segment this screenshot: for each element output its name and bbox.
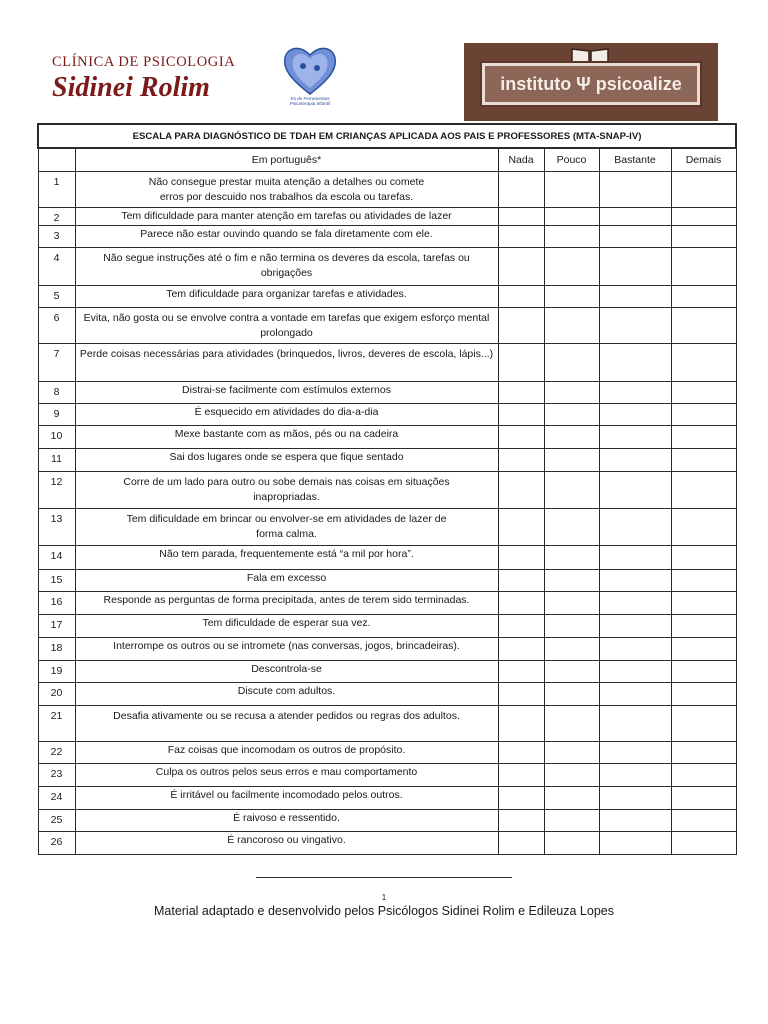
answer-box-pouco[interactable]	[544, 426, 599, 449]
footer-credit: Material adaptado e desenvolvido pelos Psicólogos Sidinei Rolim e Edileuza Lopes	[153, 904, 614, 918]
item-number: 12	[38, 472, 75, 509]
table-title-row	[38, 124, 736, 148]
table-row	[38, 286, 736, 308]
answer-box-bastante[interactable]	[599, 344, 671, 382]
item-text: Não consegue prestar muita atenção a detalhes ou comete erros por descuido nos trabalhos da escola ou tarefas.	[75, 172, 498, 208]
table-row	[38, 546, 736, 570]
institute-logo-text: instituto Ψ psicoalize	[500, 74, 682, 94]
item-number: 26	[38, 832, 75, 855]
item-number: 22	[38, 742, 75, 764]
answer-box-nada[interactable]	[498, 472, 544, 509]
item-number: 17	[38, 615, 75, 638]
table-row	[38, 344, 736, 382]
answer-box-pouco[interactable]	[544, 661, 599, 683]
item-number: 16	[38, 592, 75, 615]
answer-box-demais[interactable]	[671, 382, 736, 404]
answer-box-demais[interactable]	[671, 810, 736, 832]
item-text: Parece não estar ouvindo quando se fala diretamente com ele.	[75, 226, 498, 248]
column-header-bastante: Bastante	[599, 148, 671, 172]
answer-box-pouco[interactable]	[544, 208, 599, 226]
item-number: 19	[38, 661, 75, 683]
item-text: Culpa os outros pelos seus erros e mau comportamento	[75, 764, 498, 787]
item-number: 23	[38, 764, 75, 787]
answer-box-demais[interactable]	[671, 546, 736, 570]
table-row	[38, 404, 736, 426]
answer-box-bastante[interactable]	[599, 810, 671, 832]
column-header-demais: Demais	[671, 148, 736, 172]
answer-box-demais[interactable]	[671, 661, 736, 683]
answer-box-demais[interactable]	[671, 308, 736, 344]
item-text: Mexe bastante com as mãos, pés ou na cadeira	[75, 426, 498, 449]
answer-box-bastante[interactable]	[599, 661, 671, 683]
kit-caption-2: Psicoterapia Infantil	[289, 101, 331, 107]
item-number: 8	[38, 382, 75, 404]
answer-box-nada[interactable]	[498, 248, 544, 286]
table-row	[38, 764, 736, 787]
item-number: 11	[38, 449, 75, 472]
item-number: 9	[38, 404, 75, 426]
answer-box-bastante[interactable]	[599, 764, 671, 787]
table-header-row	[38, 148, 736, 172]
answer-box-nada[interactable]	[498, 742, 544, 764]
answer-box-bastante[interactable]	[599, 404, 671, 426]
table-row	[38, 706, 736, 742]
answer-box-nada[interactable]	[498, 570, 544, 592]
item-number: 3	[38, 226, 75, 248]
answer-box-nada[interactable]	[498, 638, 544, 661]
item-text: Discute com adultos.	[75, 683, 498, 706]
item-number: 2	[38, 208, 75, 226]
answer-box-nada[interactable]	[498, 426, 544, 449]
answer-box-bastante[interactable]	[599, 226, 671, 248]
answer-box-pouco[interactable]	[544, 546, 599, 570]
table-row	[38, 683, 736, 706]
table-row	[38, 832, 736, 855]
answer-box-nada[interactable]	[498, 546, 544, 570]
answer-box-nada[interactable]	[498, 810, 544, 832]
item-number: 24	[38, 787, 75, 810]
answer-box-bastante[interactable]	[599, 472, 671, 509]
item-number: 21	[38, 706, 75, 742]
item-number: 20	[38, 683, 75, 706]
table-row	[38, 382, 736, 404]
answer-box-nada[interactable]	[498, 208, 544, 226]
column-header-number	[38, 148, 75, 172]
kit-logo	[276, 44, 344, 114]
answer-box-nada[interactable]	[498, 592, 544, 615]
answer-box-demais[interactable]	[671, 706, 736, 742]
answer-box-pouco[interactable]	[544, 832, 599, 855]
answer-box-demais[interactable]	[671, 172, 736, 208]
answer-box-pouco[interactable]	[544, 226, 599, 248]
answer-box-bastante[interactable]	[599, 787, 671, 810]
table-row	[38, 615, 736, 638]
answer-box-nada[interactable]	[498, 344, 544, 382]
answer-box-bastante[interactable]	[599, 248, 671, 286]
answer-box-demais[interactable]	[671, 286, 736, 308]
answer-box-pouco[interactable]	[544, 615, 599, 638]
answer-box-demais[interactable]	[671, 404, 736, 426]
answer-box-pouco[interactable]	[544, 706, 599, 742]
answer-box-bastante[interactable]	[599, 286, 671, 308]
answer-box-nada[interactable]	[498, 706, 544, 742]
item-number: 7	[38, 344, 75, 382]
answer-box-nada[interactable]	[498, 764, 544, 787]
table-row	[38, 509, 736, 546]
answer-box-demais[interactable]	[671, 248, 736, 286]
answer-box-demais[interactable]	[671, 208, 736, 226]
answer-box-nada[interactable]	[498, 226, 544, 248]
answer-box-bastante[interactable]	[599, 706, 671, 742]
answer-box-demais[interactable]	[671, 426, 736, 449]
item-text: Corre de um lado para outro ou sobe demais nas coisas em situações inapropriadas.	[75, 472, 498, 509]
item-number: 6	[38, 308, 75, 344]
item-text: É irritável ou facilmente incomodado pelos outros.	[75, 787, 498, 810]
item-text: É esquecido em atividades do dia-a-dia	[75, 404, 498, 426]
institute-logo	[464, 43, 718, 121]
answer-box-nada[interactable]	[498, 683, 544, 706]
item-text: Evita, não gosta ou se envolve contra a vontade em tarefas que exigem esforço mental prolongado	[75, 308, 498, 344]
snap-iv-scale-table	[37, 123, 737, 855]
answer-box-demais[interactable]	[671, 449, 736, 472]
answer-box-demais[interactable]	[671, 683, 736, 706]
item-text: Tem dificuldade para manter atenção em tarefas ou atividades de lazer	[75, 208, 498, 226]
answer-box-demais[interactable]	[671, 592, 736, 615]
clinic-line-1: CLÍNICA DE PSICOLOGIA	[52, 54, 236, 70]
answer-box-demais[interactable]	[671, 472, 736, 509]
item-number: 14	[38, 546, 75, 570]
answer-box-bastante[interactable]	[599, 615, 671, 638]
answer-box-pouco[interactable]	[544, 286, 599, 308]
item-text: Faz coisas que incomodam os outros de propósito.	[75, 742, 498, 764]
column-header-nada: Nada	[498, 148, 544, 172]
answer-box-bastante[interactable]	[599, 570, 671, 592]
answer-box-nada[interactable]	[498, 787, 544, 810]
item-number: 13	[38, 509, 75, 546]
answer-box-pouco[interactable]	[544, 344, 599, 382]
table-row	[38, 570, 736, 592]
answer-box-pouco[interactable]	[544, 382, 599, 404]
answer-box-pouco[interactable]	[544, 764, 599, 787]
answer-box-demais[interactable]	[671, 764, 736, 787]
item-text: Desafia ativamente ou se recusa a atender pedidos ou regras dos adultos.	[75, 706, 498, 742]
answer-box-demais[interactable]	[671, 638, 736, 661]
table-row	[38, 248, 736, 286]
answer-box-nada[interactable]	[498, 286, 544, 308]
answer-box-pouco[interactable]	[544, 810, 599, 832]
answer-box-bastante[interactable]	[599, 638, 671, 661]
answer-box-pouco[interactable]	[544, 404, 599, 426]
item-number: 15	[38, 570, 75, 592]
item-text: É rancoroso ou vingativo.	[75, 832, 498, 855]
item-number: 1	[38, 172, 75, 208]
table-row	[38, 472, 736, 509]
table-row	[38, 449, 736, 472]
answer-box-pouco[interactable]	[544, 509, 599, 546]
item-text: Tem dificuldade para organizar tarefas e atividades.	[75, 286, 498, 308]
table-row	[38, 172, 736, 208]
table-row	[38, 638, 736, 661]
table-row	[38, 208, 736, 226]
answer-box-nada[interactable]	[498, 172, 544, 208]
item-text: Fala em excesso	[75, 570, 498, 592]
table-row	[38, 742, 736, 764]
answer-box-pouco[interactable]	[544, 308, 599, 344]
heart-logo-icon	[281, 44, 339, 96]
answer-box-pouco[interactable]	[544, 787, 599, 810]
item-text: Responde as perguntas de forma precipitada, antes de terem sido terminadas.	[75, 592, 498, 615]
item-number: 4	[38, 248, 75, 286]
table-row	[38, 810, 736, 832]
answer-box-pouco[interactable]	[544, 472, 599, 509]
kit-caption-1: Kit de Ferramentas	[290, 96, 330, 101]
answer-box-pouco[interactable]	[544, 638, 599, 661]
table-row	[38, 661, 736, 683]
item-text: Interrompe os outros ou se intromete (nas conversas, jogos, brincadeiras).	[75, 638, 498, 661]
answer-box-pouco[interactable]	[544, 248, 599, 286]
answer-box-bastante[interactable]	[599, 449, 671, 472]
answer-box-nada[interactable]	[498, 509, 544, 546]
signature-line	[256, 877, 512, 878]
answer-box-bastante[interactable]	[599, 208, 671, 226]
answer-box-nada[interactable]	[498, 404, 544, 426]
item-text: Distrai-se facilmente com estímulos externos	[75, 382, 498, 404]
answer-box-bastante[interactable]	[599, 546, 671, 570]
item-text: Não segue instruções até o fim e não termina os deveres da escola, tarefas ou obrigações	[75, 248, 498, 286]
column-header-item: Em português*	[75, 148, 498, 172]
item-text: Sai dos lugares onde se espera que fique sentado	[75, 449, 498, 472]
table-row	[38, 426, 736, 449]
table-title: ESCALA PARA DIAGNÓSTICO DE TDAH EM CRIANÇAS APLICADA AOS PAIS E PROFESSORES (MTA-SNAP-IV)	[38, 124, 736, 148]
answer-box-bastante[interactable]	[599, 742, 671, 764]
answer-box-bastante[interactable]	[599, 308, 671, 344]
answer-box-pouco[interactable]	[544, 172, 599, 208]
answer-box-demais[interactable]	[671, 226, 736, 248]
answer-box-demais[interactable]	[671, 570, 736, 592]
answer-box-nada[interactable]	[498, 382, 544, 404]
answer-box-bastante[interactable]	[599, 592, 671, 615]
answer-box-bastante[interactable]	[599, 683, 671, 706]
answer-box-nada[interactable]	[498, 832, 544, 855]
item-text: Tem dificuldade em brincar ou envolver-se em atividades de lazer de forma calma.	[75, 509, 498, 546]
answer-box-nada[interactable]	[498, 449, 544, 472]
item-text: Tem dificuldade de esperar sua vez.	[75, 615, 498, 638]
institute-plaque	[482, 63, 700, 105]
clinic-logo	[52, 54, 252, 104]
answer-box-nada[interactable]	[498, 661, 544, 683]
item-text: Não tem parada, frequentemente está “a mil por hora”.	[75, 546, 498, 570]
answer-box-demais[interactable]	[671, 344, 736, 382]
item-number: 10	[38, 426, 75, 449]
answer-box-demais[interactable]	[671, 787, 736, 810]
answer-box-demais[interactable]	[671, 742, 736, 764]
answer-box-demais[interactable]	[671, 509, 736, 546]
answer-box-bastante[interactable]	[599, 832, 671, 855]
item-number: 25	[38, 810, 75, 832]
item-number: 18	[38, 638, 75, 661]
answer-box-nada[interactable]	[498, 615, 544, 638]
column-header-pouco: Pouco	[544, 148, 599, 172]
table-row	[38, 308, 736, 344]
answer-box-pouco[interactable]	[544, 742, 599, 764]
answer-box-bastante[interactable]	[599, 509, 671, 546]
answer-box-pouco[interactable]	[544, 592, 599, 615]
answer-box-bastante[interactable]	[599, 172, 671, 208]
answer-box-nada[interactable]	[498, 308, 544, 344]
item-text: Perde coisas necessárias para atividades (brinquedos, livros, deveres de escola, lápis...)	[75, 344, 498, 382]
answer-box-pouco[interactable]	[544, 570, 599, 592]
answer-box-pouco[interactable]	[544, 449, 599, 472]
answer-box-demais[interactable]	[671, 832, 736, 855]
answer-box-demais[interactable]	[671, 615, 736, 638]
table-row	[38, 226, 736, 248]
item-text: Descontrola-se	[75, 661, 498, 683]
table-row	[38, 787, 736, 810]
page-number: 1	[381, 893, 387, 902]
item-number: 5	[38, 286, 75, 308]
item-text: É raivoso e ressentido.	[75, 810, 498, 832]
answer-box-bastante[interactable]	[599, 426, 671, 449]
answer-box-pouco[interactable]	[544, 683, 599, 706]
clinic-name: Sidinei Rolim	[52, 72, 210, 103]
answer-box-bastante[interactable]	[599, 382, 671, 404]
table-row	[38, 592, 736, 615]
